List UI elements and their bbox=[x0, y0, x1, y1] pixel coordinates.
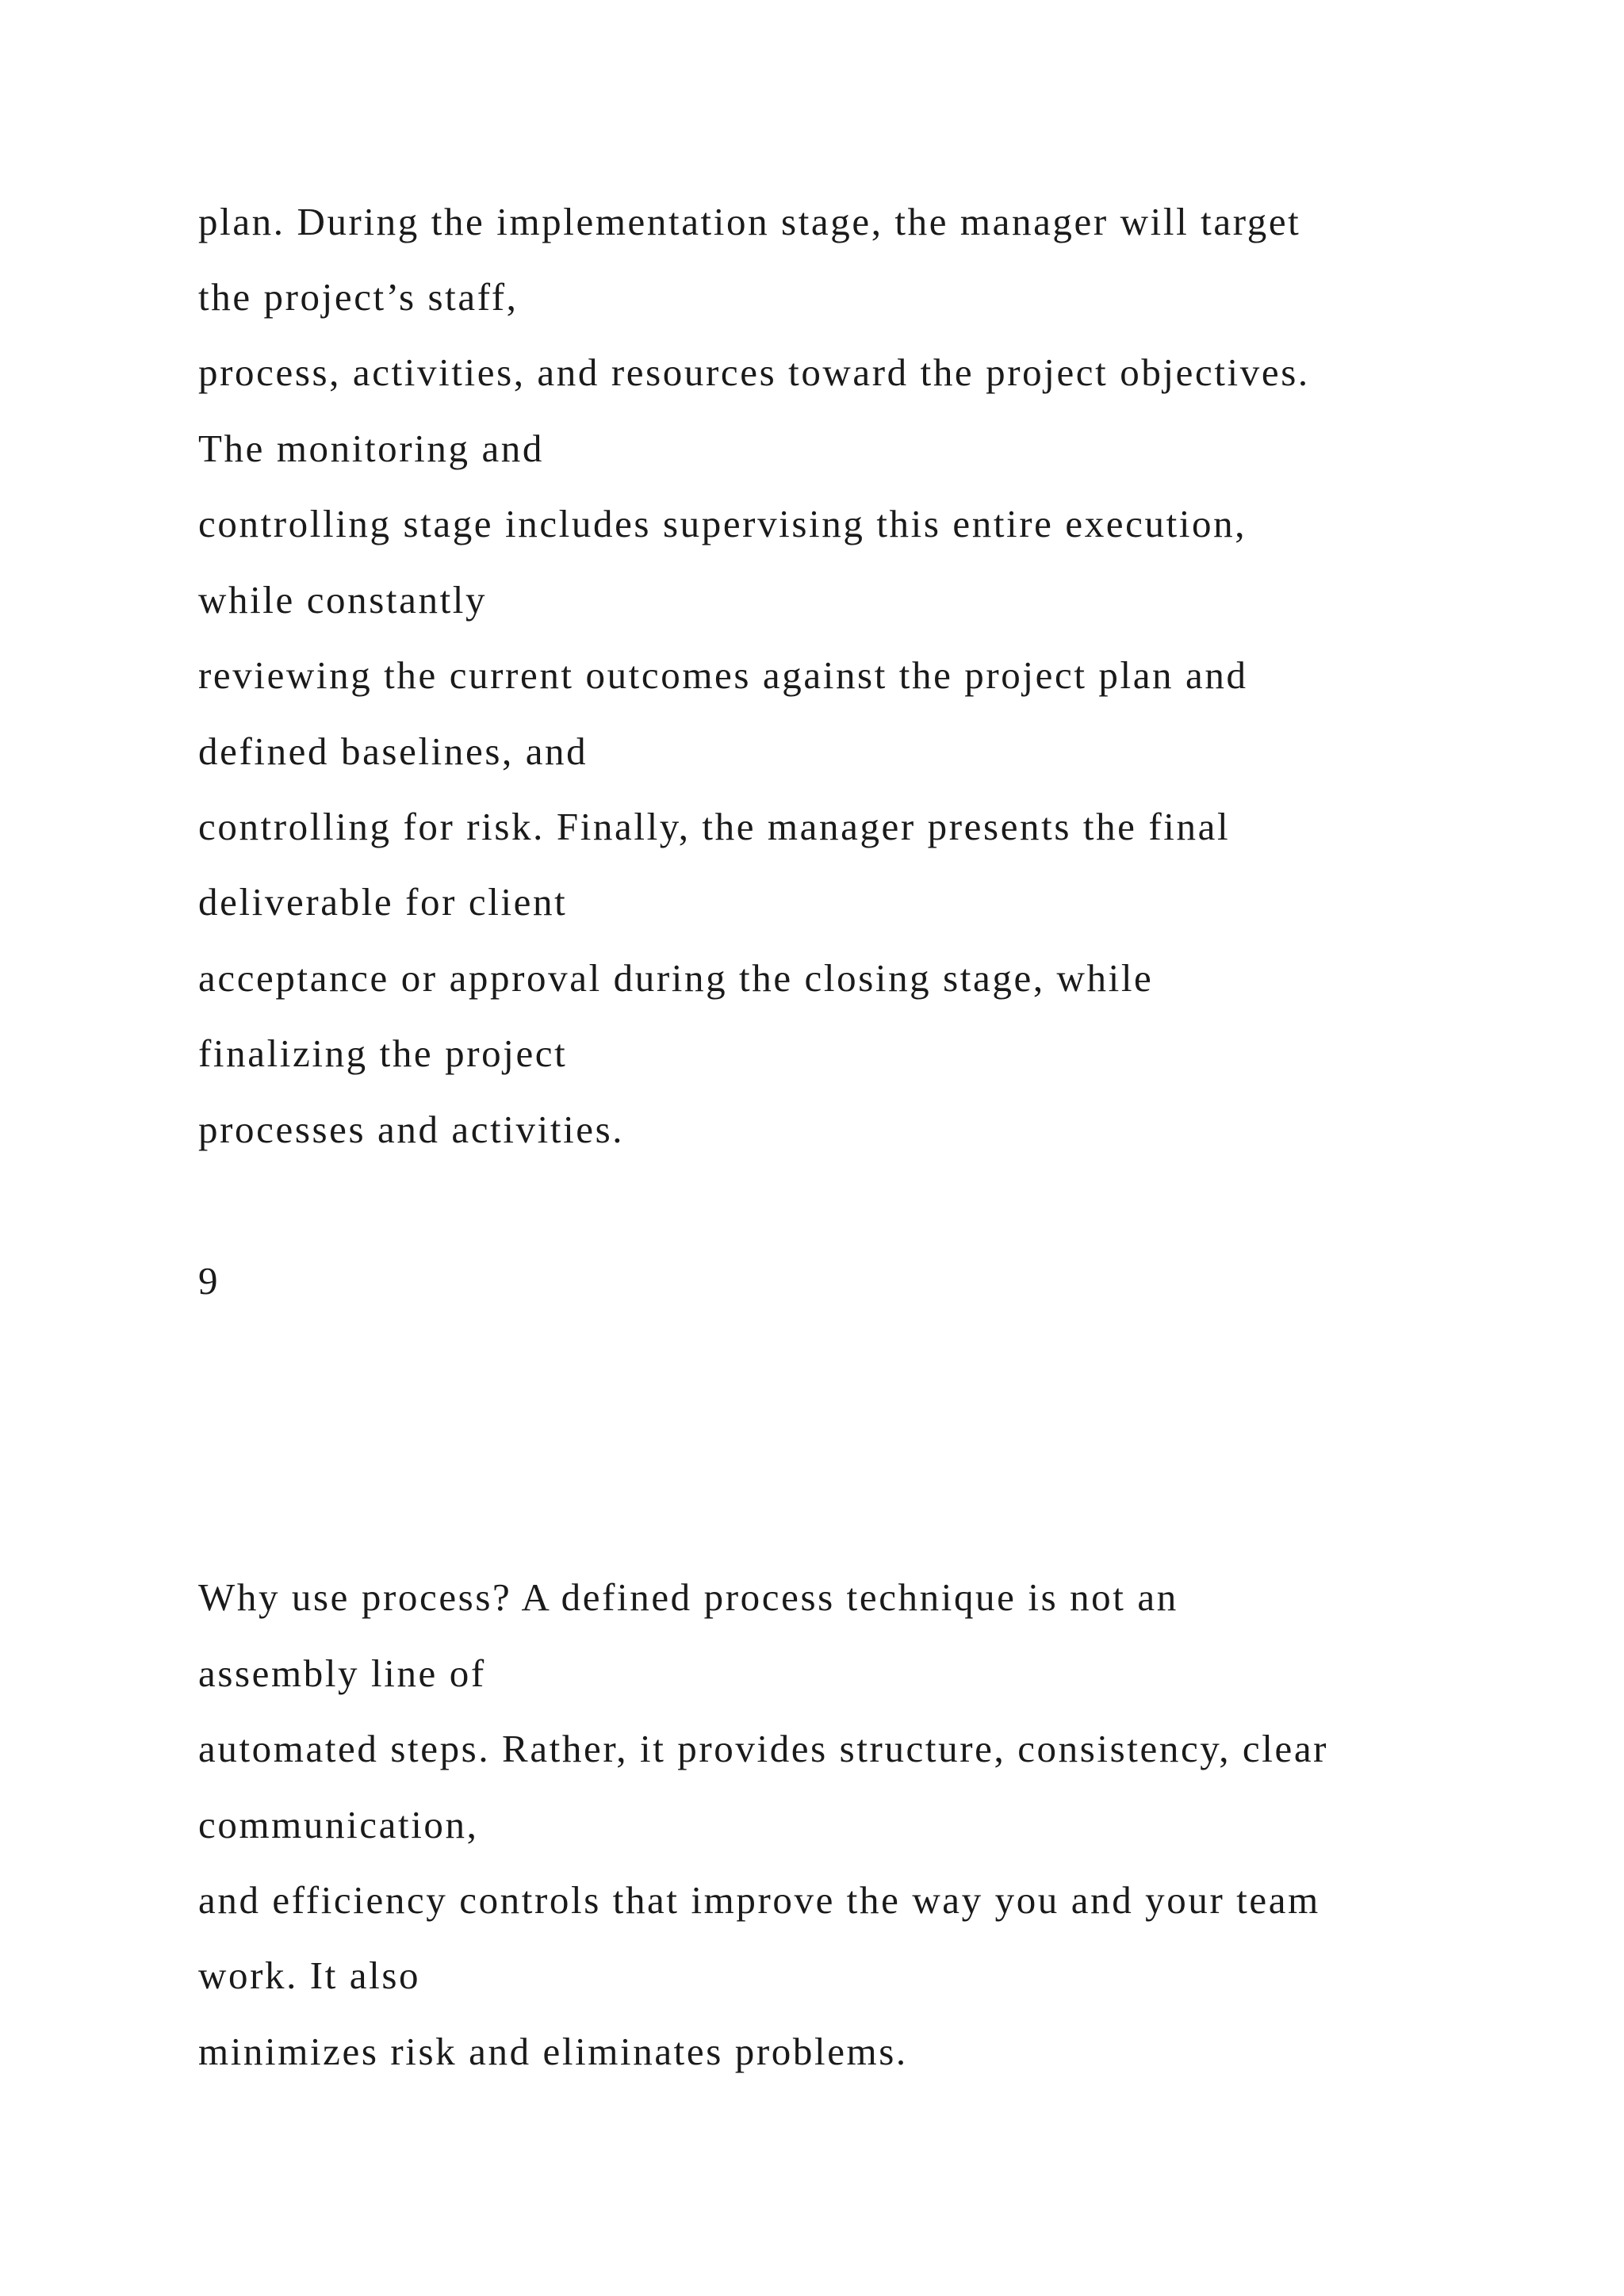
text-line: communication, bbox=[198, 1803, 479, 1846]
text-line: acceptance or approval during the closing stage, while bbox=[198, 956, 1154, 1000]
text-line: the project’s staff, bbox=[198, 275, 519, 319]
text-line: plan. During the implementation stage, the manager will target bbox=[198, 200, 1301, 243]
text-line: controlling for risk. Finally, the manager presents the final bbox=[198, 805, 1231, 848]
text-line: and efficiency controls that improve the way you and your team bbox=[198, 1878, 1320, 1922]
text-line: Why use process? A defined process technique is not an bbox=[198, 1575, 1178, 1619]
text-line: processes and activities. bbox=[198, 1108, 625, 1151]
text-line: deliverable for client bbox=[198, 880, 568, 924]
text-line: process, activities, and resources toward the project objectives. bbox=[198, 350, 1310, 394]
page-number: 9 bbox=[198, 1259, 220, 1303]
text-line: while constantly bbox=[198, 578, 488, 622]
text-line: assembly line of bbox=[198, 1651, 486, 1695]
text-line: reviewing the current outcomes against the project plan and bbox=[198, 653, 1248, 697]
text-line: The monitoring and bbox=[198, 427, 545, 470]
text-line: controlling stage includes supervising this entire execution, bbox=[198, 502, 1247, 545]
text-line: automated steps. Rather, it provides structure, consistency, clear bbox=[198, 1727, 1329, 1770]
text-line: minimizes risk and eliminates problems. bbox=[198, 2030, 908, 2073]
text-line: finalizing the project bbox=[198, 1031, 568, 1075]
text-line: defined baselines, and bbox=[198, 729, 588, 773]
text-line: work. It also bbox=[198, 1954, 421, 1997]
